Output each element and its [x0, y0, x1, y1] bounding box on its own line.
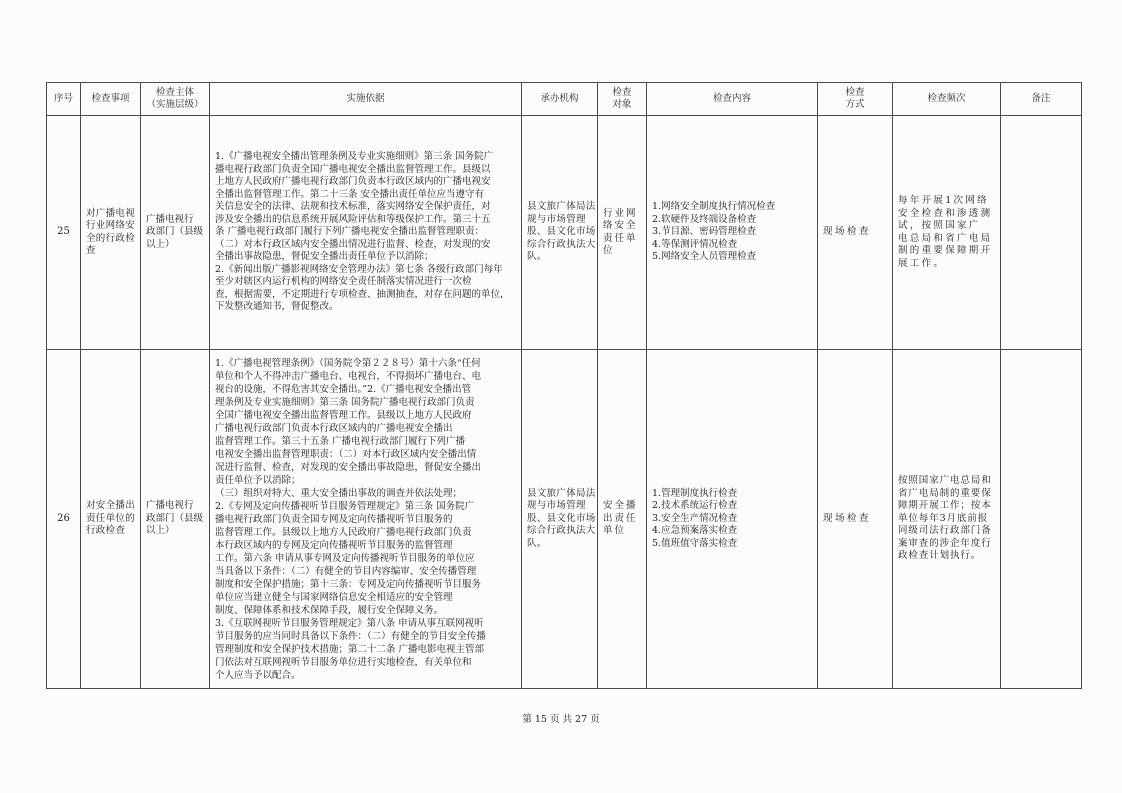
- text-line: 况进行监督、检查，对发现的安全播出事故隐患，督促安全播出: [215, 461, 482, 473]
- text-line: 每年开展1次网络: [898, 195, 989, 206]
- text-line: 3.安全生产情况检查: [652, 512, 738, 524]
- text-line: 广播电视行: [146, 500, 194, 512]
- text-line: 对广播电视: [86, 207, 136, 219]
- text-line: 1.网络安全制度执行情况检查: [652, 201, 776, 213]
- text-line: 管理制度和安全保护技术措施；第二十二条 广播电影电视主管部: [215, 643, 485, 655]
- text-line: 全国广播电视安全播出监督管理工作。县级以上地方人民政府: [215, 409, 472, 421]
- text-line: 络安全: [603, 220, 638, 231]
- header-legal-basis: 实施依据: [210, 83, 522, 116]
- text-line: 对象: [612, 99, 632, 110]
- text-line: 以上）: [146, 525, 175, 537]
- header-handling-agency: 承办机构: [522, 83, 598, 116]
- text-line: 检查主体: [155, 87, 194, 98]
- text-line: 队。: [527, 251, 547, 263]
- text-line: 责任单位予以消除；: [215, 474, 301, 486]
- text-line: 2.《新闻出版广播影视网络安全管理办法》第七条 各级行政部门每年: [215, 263, 503, 275]
- inspection-table: [46, 82, 1082, 689]
- text-line: 制度和安全保护措施；第十三条：专网及定向传播视听节目服务: [215, 578, 482, 590]
- text-line: 5.网络安全人员管理检查: [652, 251, 757, 263]
- text-line: 政部门（县级: [146, 226, 204, 238]
- text-line: 规与市场管理: [527, 500, 586, 512]
- text-line: 3.《互联网视听节目服务管理规定》第八条 申请从事互联网视听: [215, 617, 484, 629]
- text-line: 工作。第六条 申请从事专网及定向传播视听节目服务的单位应: [215, 552, 475, 564]
- text-line: 综合行政执法大: [527, 525, 596, 537]
- text-line: 关信息安全的法律、法规和技术标准，落实网络安全保护责任，对: [215, 201, 491, 213]
- text-line: （三）组织对特大、重大安全播出事故的调查并依法处理；: [215, 487, 463, 499]
- header-inspection-content: 检查内容: [647, 83, 818, 116]
- header-inspection-target: [598, 83, 647, 116]
- text-line: 下发整改通知书，督促整改。: [215, 301, 339, 313]
- text-line: 电视安全播出监督管理职责：（二）对本行政区域内安全播出情: [215, 448, 477, 460]
- cell-inspection-item: [81, 116, 141, 350]
- cell-inspection-subject: [141, 116, 210, 350]
- cell-handling-agency: [522, 116, 598, 350]
- text-line: 本行政区域内的专网及定向传播视听节目服务的监督管理: [215, 539, 453, 551]
- cell-index: 25: [47, 116, 81, 350]
- text-line: 以上）: [146, 238, 175, 250]
- text-line: 广播电视行: [146, 213, 194, 225]
- text-line: 视台的设施，不得危害其安全播出。”2.《广播电视安全播出管: [215, 383, 472, 395]
- cell-handling-agency: [522, 350, 598, 689]
- text-line: 政检查计划执行。: [898, 550, 982, 562]
- text-line: 制度、保障体系和技术保障手段，履行安全保障义务。: [215, 604, 444, 616]
- header-inspection-frequency: 检查频次: [893, 83, 1001, 116]
- cell-inspection-frequency: [893, 116, 1001, 350]
- cell-inspection-target: [598, 116, 647, 350]
- text-line: 1.《广播电视管理条例》（国务院令第２２８号）第十六条“任何: [215, 357, 481, 369]
- text-line: 行业网络安: [86, 220, 136, 231]
- text-line: 查，根据需要，不定期进行专项检查、抽测抽查，对存在问题的单位，: [215, 288, 510, 300]
- text-line: 省广电局制的重要保: [898, 487, 992, 499]
- text-line: 全播出监督管理工作。第二十三条 安全播出责任单位应当遵守有: [215, 188, 485, 200]
- text-line: 检查: [845, 87, 865, 98]
- text-line: 安全播: [603, 500, 638, 512]
- table-row: [47, 116, 1082, 350]
- text-line: 3.节目源、密码管理检查: [652, 226, 757, 238]
- text-line: 至少对辖区内运行机构的网络安全责任制落实情况进行一次检: [215, 276, 472, 288]
- page-footer: 第 15 页 共 27 页: [522, 714, 600, 725]
- text-line: 位: [603, 245, 615, 256]
- text-line: 电总局和省广电局: [898, 232, 993, 244]
- text-line: 播电视行政部门负责全国广播电视安全播出监督管理工作。县级以: [215, 163, 491, 175]
- text-line: 方式: [845, 99, 865, 110]
- cell-remarks: [1001, 350, 1082, 689]
- text-line: 监督管理工作。县级以上地方人民政府广播电视行政部门负责: [215, 526, 472, 538]
- text-line: 单位和个人不得冲击广播电台、电视台，不得损坏广播电台、电: [215, 370, 482, 382]
- text-line: 5.值班值守落实检查: [652, 537, 738, 549]
- text-line: 节目服务的应当同时具备以下条件：（二）有健全的节目安全传播: [215, 630, 486, 642]
- text-line: 当具备以下条件：（二）有健全的节目内容编审、安全传播管理: [215, 565, 477, 577]
- text-line: （实施层级）: [146, 99, 204, 110]
- text-line: 单位每年3月底前报: [898, 512, 989, 524]
- text-line: 案审查的涉企年度行: [898, 537, 992, 549]
- text-line: 试，按照国家广: [898, 220, 981, 231]
- table-header: [47, 83, 1082, 116]
- text-line: 队。: [527, 537, 547, 549]
- text-line: 条 广播电视行政部门履行下列广播电视安全播出监督管理职责：: [215, 226, 485, 238]
- text-line: 按照国家广电总局和: [898, 475, 992, 487]
- table-row: [47, 350, 1082, 689]
- text-line: 政部门（县级: [146, 512, 204, 524]
- cell-inspection-method: 现场检查: [818, 350, 893, 689]
- text-line: 规与市场管理: [527, 213, 586, 225]
- cell-index: 26: [47, 350, 81, 689]
- text-line: 展工作。: [898, 257, 946, 269]
- text-line: （二）对本行政区域内安全播出情况进行监督、检查，对发现的安: [215, 238, 491, 250]
- text-line: 股、县文化市场: [527, 512, 596, 524]
- text-line: 个人应当予以配合。: [215, 669, 301, 681]
- text-line: 1.管理制度执行检查: [652, 487, 738, 499]
- header-index: 序号: [47, 83, 81, 116]
- header-inspection-subject: [141, 83, 210, 116]
- header-inspection-item: 检查事项: [81, 83, 141, 116]
- text-line: 县文旅广体局法: [527, 201, 596, 213]
- cell-inspection-target: [598, 350, 647, 689]
- text-line: 行业网: [603, 207, 638, 219]
- text-line: 门依法对互联网视听节目服务单位进行实地检查，有关单位和: [215, 656, 472, 668]
- text-line: 安全检查和渗透测: [898, 207, 993, 219]
- text-line: 责任单: [603, 232, 638, 244]
- text-line: 4.应急预案落实检查: [652, 525, 738, 537]
- cell-legal-basis: [210, 350, 522, 689]
- text-line: 2.软硬件及终端设备检查: [652, 213, 757, 225]
- text-line: 制的重要保障期开: [898, 245, 993, 256]
- text-line: 上地方人民政府广播电视行政部门负责本行政区域内的广播电视安: [215, 176, 491, 188]
- cell-inspection-item: [81, 350, 141, 689]
- cell-inspection-subject: [141, 350, 210, 689]
- text-line: 2.《专网及定向传播视听节目服务管理规定》第三条 国务院广: [215, 500, 475, 512]
- text-line: 县文旅广体局法: [527, 487, 596, 499]
- text-line: 全播出事故隐患，督促安全播出责任单位予以消除；: [215, 251, 434, 263]
- cell-inspection-frequency: [893, 350, 1001, 689]
- text-line: 4.等保测评情况检查: [652, 238, 738, 250]
- cell-remarks: [1001, 116, 1082, 350]
- cell-inspection-content: [647, 116, 818, 350]
- cell-inspection-content: [647, 350, 818, 689]
- table-header-row: [47, 83, 1082, 116]
- text-line: 涉及安全播出的信息系统开展风险评估和等级保护工作。第三十五: [215, 213, 491, 225]
- text-line: 同级司法行政部门备: [898, 525, 992, 537]
- text-line: 对安全播出: [86, 500, 136, 512]
- text-line: 2.技术系统运行检查: [652, 500, 738, 512]
- text-line: 单位: [603, 525, 627, 537]
- cell-legal-basis: [210, 116, 522, 350]
- header-remarks: 备注: [1001, 83, 1082, 116]
- text-line: 查: [86, 245, 96, 256]
- text-line: 检查: [612, 87, 632, 98]
- text-line: 单位应当建立健全与国家网络信息安全相适应的安全管理: [215, 591, 453, 603]
- text-line: 责任单位的: [86, 512, 136, 524]
- text-line: 全的行政检: [86, 232, 136, 244]
- text-line: 广播电视行政部门负责本行政区域内的广播电视安全播出: [215, 422, 453, 434]
- text-line: 综合行政执法大: [527, 238, 596, 250]
- header-inspection-method: [818, 83, 893, 116]
- text-line: 出责任: [603, 512, 638, 524]
- text-line: 监督管理工作。第三十五条 广播电视行政部门履行下列广播: [215, 435, 466, 447]
- text-line: 行政检查: [86, 525, 126, 537]
- text-line: 播电视行政部门负责全国专网及定向传播视听节目服务的: [215, 513, 453, 525]
- cell-inspection-method: 现场检查: [818, 116, 893, 350]
- text-line: 股、县文化市场: [527, 226, 596, 238]
- table-body: [47, 116, 1082, 689]
- text-line: 理条例及专业实施细则》第三条 国务院广播电视行政部门负责: [215, 396, 475, 408]
- text-line: 1.《广播电视安全播出管理条例及专业实施细则》第三条 国务院广: [215, 151, 494, 163]
- text-line: 障期开展工作；按本: [898, 500, 992, 512]
